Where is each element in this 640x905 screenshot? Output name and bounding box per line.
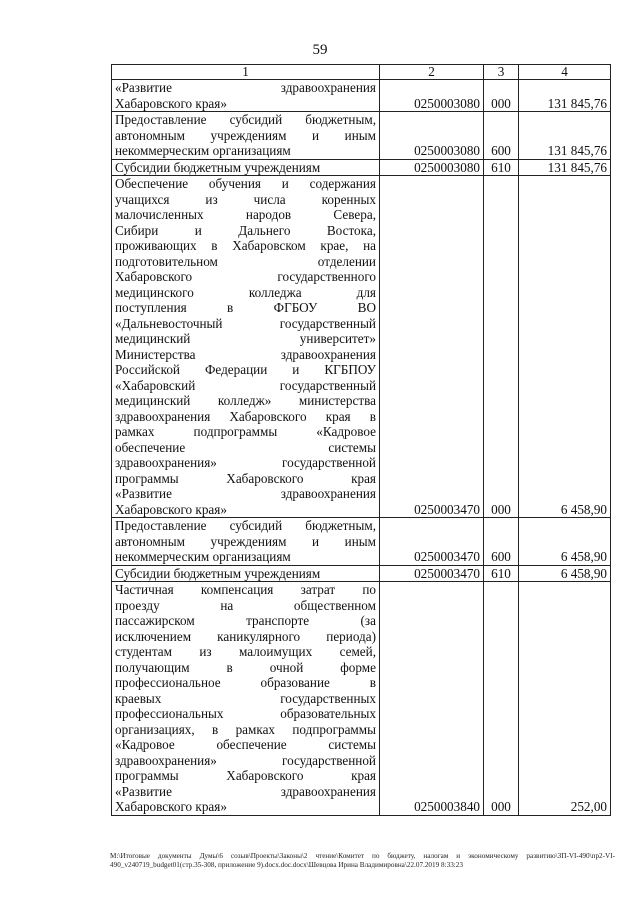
description-line: «Развитие здравоохранения (115, 80, 376, 95)
description-line: «Развитие здравоохранения (115, 783, 376, 799)
row-description (112, 518, 380, 566)
description-line: рамках подпрограммы «Кадровое (115, 424, 376, 439)
table-row (112, 112, 611, 160)
description-line: малочисленных народов Севера, (115, 207, 376, 222)
row-description (112, 80, 380, 112)
row-amount: 131 845,76 (519, 159, 611, 176)
row-target-code: 0250003840 (380, 582, 484, 816)
description-line: Частичная компенсация затрат по (115, 582, 376, 597)
description-line: автономным учреждениям и иным (115, 127, 376, 143)
column-header: 1 (112, 65, 380, 80)
description-line: поступления в ФГБОУ ВО (115, 300, 376, 315)
description-line: организациях, в рамках подпрограммы (115, 721, 376, 737)
row-expense-type: 000 (484, 80, 519, 112)
table-row (112, 176, 611, 518)
row-amount: 252,00 (519, 582, 611, 816)
description-line: «Развитие здравоохранения (115, 486, 376, 501)
table-row (112, 159, 611, 176)
row-amount: 131 845,76 (519, 80, 611, 112)
description-line: медицинский университет» (115, 331, 376, 346)
description-line: медицинского колледжа для (115, 284, 376, 300)
description-line: Хабаровского края» (115, 799, 227, 814)
row-expense-type: 610 (484, 565, 519, 582)
description-line: Сибири и Дальнего Востока, (115, 222, 376, 238)
row-amount: 131 845,76 (519, 112, 611, 160)
description-line: Предоставление субсидий бюджетным, (115, 112, 376, 127)
column-header: 4 (519, 65, 611, 80)
row-description (112, 582, 380, 816)
row-expense-type: 000 (484, 582, 519, 816)
column-header: 2 (380, 65, 484, 80)
description-line: Министерства здравоохранения (115, 346, 376, 362)
description-line: «Хабаровский государственный (115, 377, 376, 393)
description-line: здравоохранения» государственной (115, 752, 376, 768)
description-line: проживающих в Хабаровском крае, на (115, 238, 376, 253)
footer-line: M:\Итоговые документы Думы\6 созыв\Проекты\Законы\2 чтение\Комитет по бюджету, налогам и экономическому развитию\ЗП-VI-490\пр2-VI- (110, 852, 615, 860)
description-line: краевых государственных (115, 690, 376, 706)
description-line: пассажирском транспорте (за (115, 613, 376, 628)
budget-table (111, 64, 611, 816)
description-line: здравоохранения Хабаровского края в (115, 408, 376, 424)
row-target-code: 0250003080 (380, 112, 484, 160)
description-line: учащихся из числа коренных (115, 191, 376, 207)
row-target-code: 0250003470 (380, 518, 484, 566)
row-description (112, 112, 380, 160)
description-line: подготовительном отделении (115, 253, 376, 269)
footer-line: 490_v240719_budget01(стр.35-308, приложение 9).docx.doc.docx\Шевцова Ирина Владимировна\22.07.2019 8:33:23 (110, 861, 463, 869)
description-line: Субсидии бюджетным учреждениям (115, 159, 321, 175)
page-number: 59 (312, 42, 328, 58)
description-line: Российской Федерации и КГБПОУ (115, 362, 376, 377)
description-line: «Кадровое обеспечение системы (115, 737, 376, 752)
table-row (112, 518, 611, 566)
row-expense-type: 600 (484, 112, 519, 160)
description-line: Субсидии бюджетным учреждениям (115, 565, 321, 581)
column-header: 3 (484, 65, 519, 80)
row-description (112, 159, 380, 176)
description-line: получающим в очной форме (115, 659, 376, 675)
description-line: профессиональных образовательных (115, 706, 376, 721)
description-line: здравоохранения» государственной (115, 455, 376, 470)
row-description (112, 565, 380, 582)
description-line: «Дальневосточный государственный (115, 315, 376, 331)
description-line: профессиональное образование в (115, 675, 376, 690)
row-target-code: 0250003080 (380, 80, 484, 112)
table-row (112, 582, 611, 816)
row-amount: 6 458,90 (519, 565, 611, 582)
description-line: некоммерческим организациям (115, 143, 291, 158)
description-line: студентам из малоимущих семей, (115, 644, 376, 659)
description-line: исключением каникулярного периода) (115, 628, 376, 644)
row-target-code: 0250003470 (380, 565, 484, 582)
description-line: Предоставление субсидий бюджетным, (115, 518, 376, 533)
description-line: Хабаровского государственного (115, 269, 376, 284)
description-line: Хабаровского края» (115, 501, 227, 517)
row-expense-type: 000 (484, 176, 519, 518)
row-target-code: 0250003470 (380, 176, 484, 518)
row-amount: 6 458,90 (519, 176, 611, 518)
description-line: проезду на общественном (115, 597, 376, 613)
table-row (112, 80, 611, 112)
row-description (112, 176, 380, 518)
description-line: программы Хабаровского края (115, 470, 376, 486)
table-header-row (112, 65, 611, 80)
description-line: программы Хабаровского края (115, 768, 376, 783)
row-expense-type: 610 (484, 159, 519, 176)
document-path-footer (110, 852, 615, 870)
description-line: медицинский колледж» министерства (115, 393, 376, 408)
description-line: автономным учреждениям и иным (115, 533, 376, 549)
description-line: Хабаровского края» (115, 95, 227, 111)
description-line: обеспечение системы (115, 439, 376, 455)
description-line: некоммерческим организациям (115, 549, 291, 564)
row-amount: 6 458,90 (519, 518, 611, 566)
row-expense-type: 600 (484, 518, 519, 566)
description-line: Обеспечение обучения и содержания (115, 176, 376, 191)
row-target-code: 0250003080 (380, 159, 484, 176)
table-row (112, 565, 611, 582)
